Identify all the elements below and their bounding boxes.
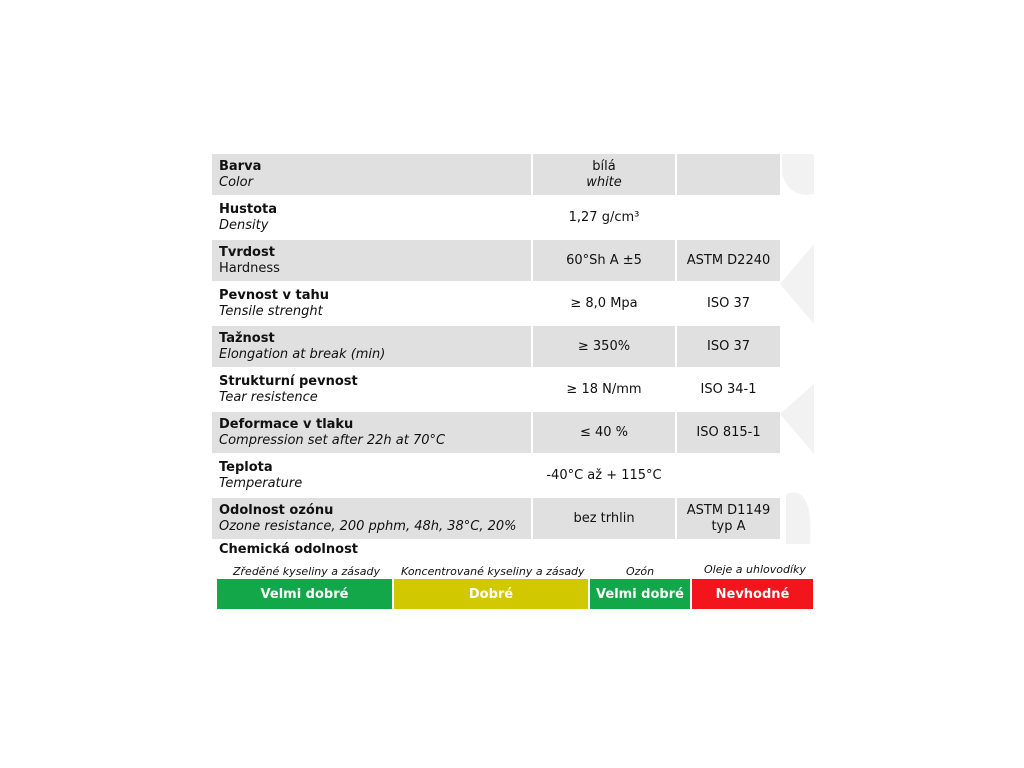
property-name-cell: [212, 455, 531, 496]
property-standard-cell: [677, 283, 780, 324]
chem-label-concentrated: Koncentrované kyseliny a zásady: [401, 565, 585, 578]
property-value: ≤ 40 %: [579, 424, 629, 440]
property-name-en: Compression set after 22h at 70°C: [219, 432, 446, 448]
property-standard: ISO 37: [707, 338, 750, 354]
property-row: [212, 197, 780, 238]
chem-rating-oils: Nevhodné: [692, 579, 813, 609]
property-name-en: Tensile strenght: [219, 303, 323, 319]
chem-label-oils: Oleje a uhlovodíky: [704, 563, 806, 576]
chem-rating-ozone: Velmi dobré: [590, 579, 692, 609]
property-name-cell: [212, 369, 531, 410]
property-standard-cell: [677, 498, 780, 539]
chem-label-ozone: Ozón: [626, 565, 655, 578]
chemical-rating-bar: [217, 579, 813, 609]
property-value-cell: [533, 455, 675, 496]
property-value-cell: [533, 498, 675, 539]
property-name-cz: Deformace v tlaku: [219, 416, 354, 432]
property-name-cell: [212, 240, 531, 281]
property-name-cell: [212, 326, 531, 367]
chem-rating-dilute: Velmi dobré: [217, 579, 394, 609]
property-standard-cell: [677, 455, 780, 496]
property-value-cell: [533, 412, 675, 453]
property-value: ≥ 350%: [577, 338, 631, 354]
property-name-cz: Pevnost v tahu: [219, 287, 329, 303]
property-value: bez trhlin: [573, 510, 635, 526]
property-name-cz: Tažnost: [219, 330, 275, 346]
property-standard-cell: [677, 369, 780, 410]
property-name-en: Temperature: [219, 475, 303, 491]
property-standard: ISO 34-1: [700, 381, 757, 397]
chem-label-dilute: Zředěné kyseliny a zásady: [233, 565, 380, 578]
property-row: [212, 154, 780, 195]
property-standard: ISO 37: [707, 295, 750, 311]
chemical-labels: [217, 563, 813, 579]
property-value-cell: [533, 240, 675, 281]
property-name-cell: [212, 498, 531, 539]
property-standard-cell: [677, 197, 780, 238]
property-name-cz: Odolnost ozónu: [219, 502, 334, 518]
watermark-logo: [780, 154, 814, 544]
property-name-en: Elongation at break (min): [219, 346, 386, 362]
property-name-cz: Teplota: [219, 459, 273, 475]
property-value-cell: [533, 283, 675, 324]
chem-rating-concentrated: Dobré: [394, 579, 590, 609]
property-name-en: Hardness: [219, 260, 280, 276]
property-row: [212, 412, 780, 453]
property-standard-cell: [677, 240, 780, 281]
property-name-en: Tear resistence: [219, 389, 318, 405]
property-standard-cell: [677, 154, 780, 195]
property-name-cz: Hustota: [219, 201, 278, 217]
property-value: 60°Sh A ±5: [566, 252, 642, 268]
property-standard-line2: typ A: [711, 518, 746, 534]
property-value: 1,27 g/cm³: [568, 209, 640, 225]
chemical-resistance-title: Chemická odolnost: [219, 542, 359, 557]
property-name-cell: [212, 154, 531, 195]
property-value: bílá: [592, 158, 616, 174]
properties-table: [212, 154, 780, 541]
property-row: [212, 369, 780, 410]
property-standard: ASTM D1149: [686, 502, 771, 518]
property-value: ≥ 8,0 Mpa: [570, 295, 638, 311]
property-value-cell: [533, 154, 675, 195]
property-name-cell: [212, 412, 531, 453]
property-standard: ASTM D2240: [686, 252, 771, 268]
property-value-en: white: [586, 174, 622, 190]
property-value-cell: [533, 369, 675, 410]
property-value-cell: [533, 197, 675, 238]
property-standard-cell: [677, 412, 780, 453]
property-row: [212, 283, 780, 324]
property-row: [212, 326, 780, 367]
property-name-cz: Barva: [219, 158, 262, 174]
property-row: [212, 240, 780, 281]
property-name-en: Color: [219, 174, 253, 190]
property-name-cz: Strukturní pevnost: [219, 373, 358, 389]
property-row: [212, 455, 780, 496]
property-name-cz: Tvrdost: [219, 244, 275, 260]
property-standard-cell: [677, 326, 780, 367]
property-name-cell: [212, 283, 531, 324]
property-standard: ISO 815-1: [696, 424, 761, 440]
property-row: [212, 498, 780, 539]
property-name-en: Ozone resistance, 200 pphm, 48h, 38°C, 20%: [219, 518, 517, 534]
property-value: -40°C až + 115°C: [546, 467, 662, 483]
property-value: ≥ 18 N/mm: [566, 381, 642, 397]
property-name-cell: [212, 197, 531, 238]
property-name-en: Density: [219, 217, 269, 233]
property-value-cell: [533, 326, 675, 367]
